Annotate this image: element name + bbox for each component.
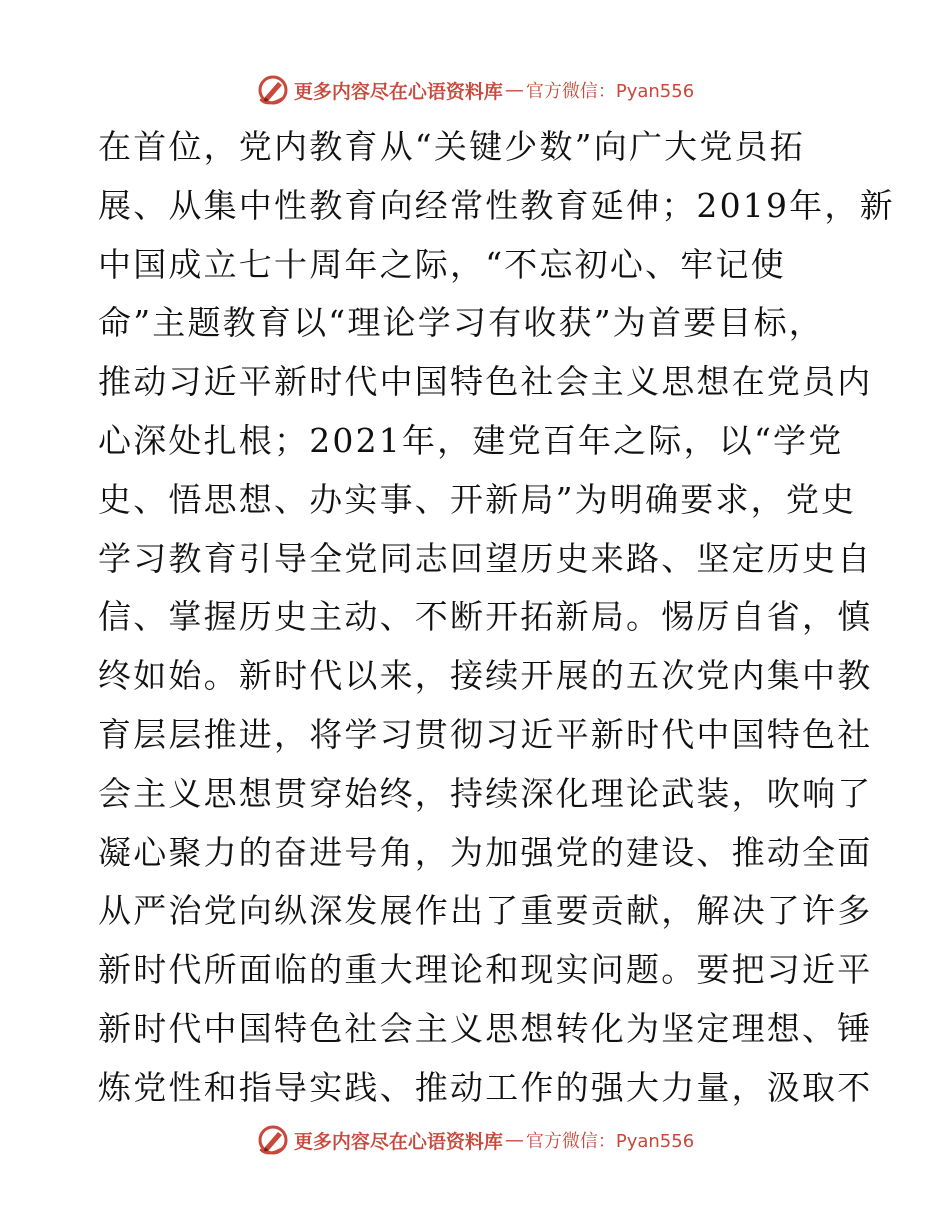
text-line: 学习教育引导全党同志回望历史来路、坚定历史自	[98, 538, 873, 578]
text-line: 终如始。新时代以来，接续开展的五次党内集中教	[98, 656, 873, 696]
watermark-brand: 更多内容尽在心语资料库	[293, 80, 503, 103]
watermark-dash: —	[504, 1129, 524, 1151]
text-line: 史、悟思想、办实事、开新局”为明确要求，党史	[98, 479, 857, 519]
text-line: 心深处扎根；2021年，建党百年之际，以“学党	[98, 420, 844, 460]
watermark-dash: —	[504, 79, 524, 101]
pen-logo-icon	[256, 1123, 290, 1157]
pen-logo-icon	[256, 73, 290, 107]
text-line: 炼党性和指导实践、推动工作的强大力量，汲取不	[98, 1067, 873, 1107]
text-line: 新时代中国特色社会主义思想转化为坚定理想、锤	[98, 1008, 873, 1048]
watermark-brand: 更多内容尽在心语资料库	[293, 1130, 503, 1153]
text-line: 推动习近平新时代中国特色社会主义思想在党员内	[98, 362, 873, 402]
text-line: 中国成立七十周年之际，“不忘初心、牢记使	[98, 244, 786, 284]
text-line: 信、掌握历史主动、不断开拓新局。惕厉自省，慎	[98, 597, 873, 637]
document-body	[98, 118, 895, 1118]
text-line: 从严治党向纵深发展作出了重要贡献，解决了许多	[98, 891, 873, 931]
watermark-contact: 官方微信：Pyan556	[525, 1131, 695, 1152]
footer-watermark	[0, 1120, 950, 1160]
header-watermark	[0, 70, 950, 110]
text-line: 育层层推进，将学习贯彻习近平新时代中国特色社	[98, 714, 873, 754]
text-line: 新时代所面临的重大理论和现实问题。要把习近平	[98, 950, 873, 990]
text-line: 命”主题教育以“理论学习有收获”为首要目标，	[98, 303, 825, 343]
text-line: 会主义思想贯穿始终，持续深化理论武装，吹响了	[98, 773, 873, 813]
text-line: 在首位，党内教育从“关键少数”向广大党员拓	[98, 127, 805, 166]
text-line: 凝心聚力的奋进号角，为加强党的建设、推动全面	[98, 832, 873, 872]
text-line: 展、从集中性教育向经常性教育延伸；2019年，新	[98, 185, 895, 225]
watermark-contact: 官方微信：Pyan556	[525, 81, 695, 102]
